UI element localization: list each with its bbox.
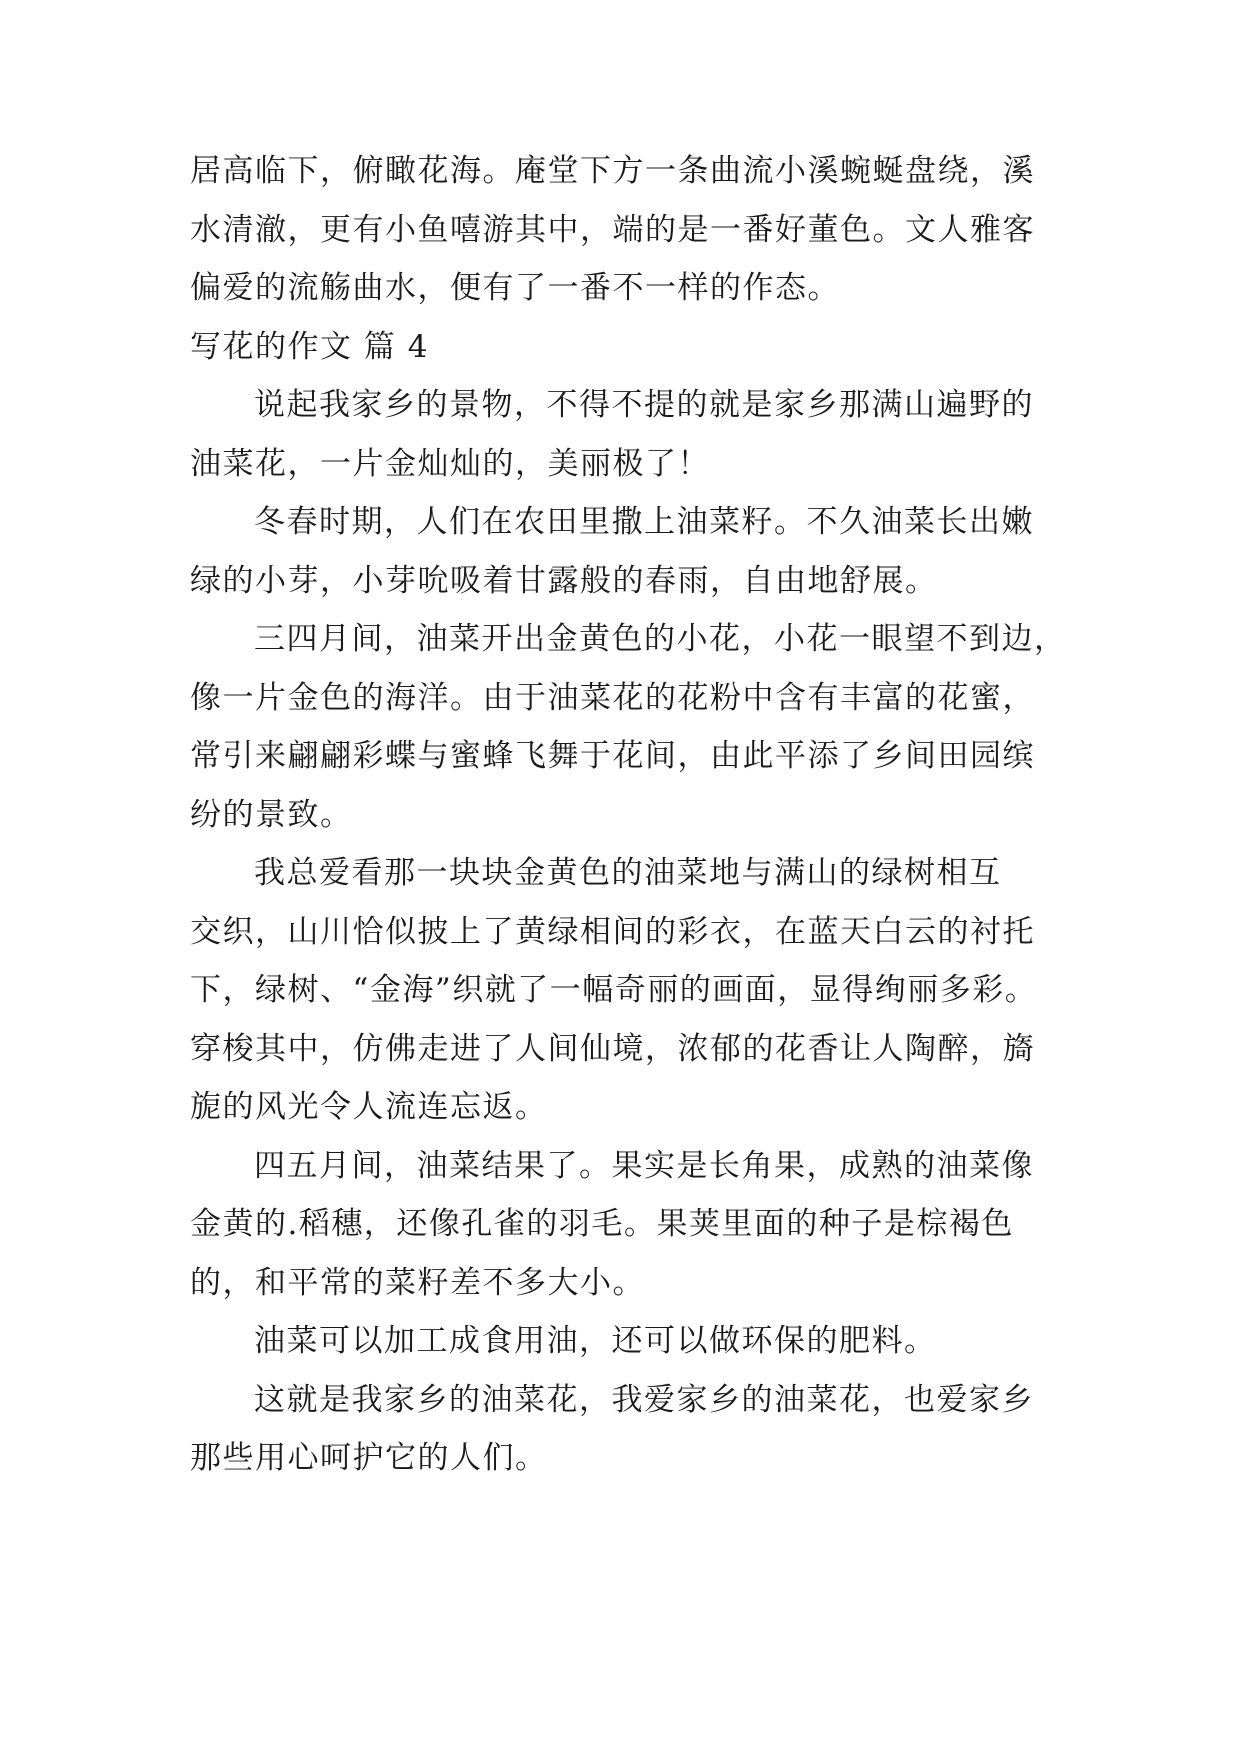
text-line: 旎的风光令人流连忘返。: [190, 1089, 548, 1125]
text-line: 的，和平常的菜籽差不多大小。: [190, 1264, 645, 1301]
text-line: 金黄的.稻穗，还像孔雀的羽毛。果荚里面的种子是棕褐色: [190, 1206, 1014, 1242]
text-line: 常引来翩翩彩蝶与蜜蜂飞舞于花间，由此平添了乡间田园缤: [190, 738, 1035, 774]
paragraph-start-line: 我总爱看那一块块金黄色的油菜地与满山的绿树相互: [254, 855, 1002, 891]
text-line: 纷的景致。: [190, 796, 353, 833]
text-line: 交织，山川恰似披上了黄绿相间的彩衣，在蓝天白云的衬托: [190, 913, 1035, 950]
paragraph-start-line: 冬春时期，人们在农田里撒上油菜籽。不久油菜长出嫩: [254, 504, 1034, 540]
text-line: 油菜花，一片金灿灿的，美丽极了！: [190, 445, 710, 482]
paragraph-start-line: 这就是我家乡的油菜花，我爱家乡的油菜花，也爱家乡: [254, 1381, 1034, 1418]
text-line: 像一片金色的海洋。由于油菜花的花粉中含有丰富的花蜜，: [190, 679, 1035, 716]
section-heading: 写花的作文 篇 4: [190, 328, 429, 365]
text-line: 下，绿树、“金海”织就了一幅奇丽的画面，显得绚丽多彩。: [190, 972, 1038, 1008]
paragraph-start-line: 三四月间，油菜开出金黄色的小花，小花一眼望不到边，: [254, 621, 1067, 657]
text-line: 那些用心呵护它的人们。: [190, 1440, 548, 1476]
paragraph-start-line: 四五月间，油菜结果了。果实是长角果，成熟的油菜像: [254, 1147, 1034, 1184]
paragraph-start-line: 说起我家乡的景物，不得不提的就是家乡那满山遍野的: [254, 387, 1034, 423]
paragraph-start-line: 油菜可以加工成食用油，还可以做环保的肥料。: [254, 1323, 937, 1359]
text-line: 水清澈，更有小鱼嘻游其中，端的是一番好董色。文人雅客: [190, 211, 1035, 248]
document-body: [190, 142, 1070, 1488]
text-line: 偏爱的流觞曲水，便有了一番不一样的作态。: [190, 270, 840, 306]
text-line: 居高临下，俯瞰花海。庵堂下方一条曲流小溪蜿蜒盘绕，溪: [190, 153, 1035, 189]
text-line: 穿梭其中，仿佛走进了人间仙境，浓郁的花香让人陶醉，旖: [190, 1030, 1035, 1067]
text-line: 绿的小芽，小芽吮吸着甘露般的春雨，自由地舒展。: [190, 562, 938, 599]
